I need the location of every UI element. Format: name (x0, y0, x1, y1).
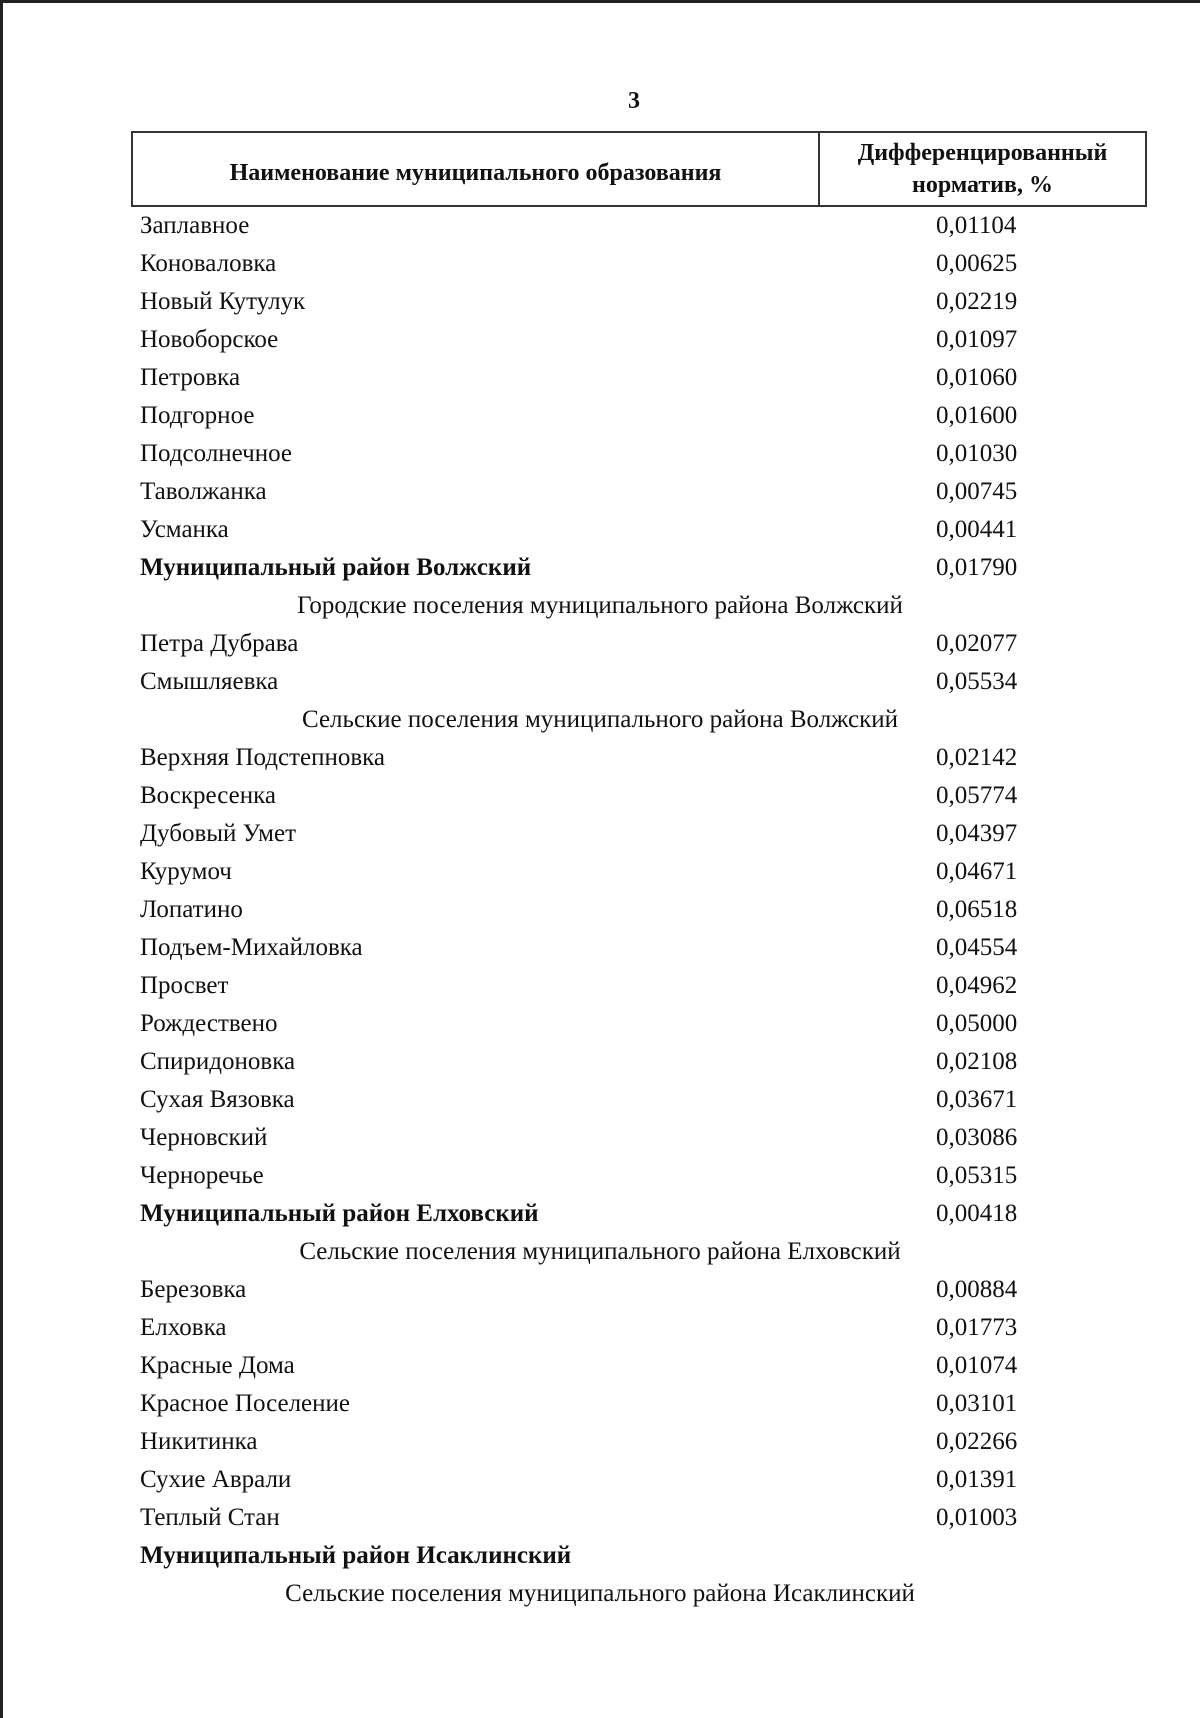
page-number: 3 (628, 88, 640, 114)
row-value: 0,01003 (936, 1504, 1018, 1531)
table-row (140, 1043, 1040, 1081)
row-name: Новоборское (140, 326, 279, 353)
scan-left-border (0, 0, 3, 1718)
row-value: 0,03671 (936, 1086, 1018, 1113)
row-value: 0,06518 (936, 896, 1018, 923)
row-name: Петровка (140, 364, 241, 391)
row-name: Муниципальный район Волжский (140, 554, 532, 581)
section-heading: Сельские поселения муниципального района Елховский (299, 1238, 901, 1265)
table-row (140, 1271, 1040, 1309)
row-name: Красные Дома (140, 1352, 295, 1379)
table-row (140, 853, 1040, 891)
section-heading-row (140, 1575, 1040, 1613)
row-value: 0,00625 (936, 250, 1018, 277)
table-row (140, 1423, 1040, 1461)
section-heading-row (140, 701, 1040, 739)
table-row (140, 739, 1040, 777)
row-value: 0,04671 (936, 858, 1018, 885)
district-row (140, 1537, 1040, 1575)
row-value: 0,01097 (936, 326, 1018, 353)
table-row (140, 663, 1040, 701)
header-name-column: Наименование муниципального образования (133, 133, 820, 205)
table-row (140, 359, 1040, 397)
row-name: Просвет (140, 972, 229, 999)
table-row (140, 929, 1040, 967)
table-row (140, 511, 1040, 549)
row-value: 0,05315 (936, 1162, 1018, 1189)
row-value: 0,02219 (936, 288, 1018, 315)
row-value: 0,02108 (936, 1048, 1018, 1075)
table-row (140, 1461, 1040, 1499)
table-row (140, 815, 1040, 853)
row-value: 0,00418 (936, 1200, 1018, 1227)
row-name: Сухие Аврали (140, 1466, 292, 1493)
table-row (140, 777, 1040, 815)
row-name: Елховка (140, 1314, 227, 1341)
row-name: Лопатино (140, 896, 243, 923)
row-name: Петра Дубрава (140, 630, 299, 657)
row-value: 0,01790 (936, 554, 1018, 581)
header-norm-column (820, 133, 1145, 205)
row-name: Курумоч (140, 858, 232, 885)
row-name: Усманка (140, 516, 229, 543)
section-heading-row (140, 1233, 1040, 1271)
row-name: Подъем-Михайловка (140, 934, 363, 961)
row-name: Верхняя Подстепновка (140, 744, 385, 771)
row-name: Новый Кутулук (140, 288, 306, 315)
row-value: 0,02266 (936, 1428, 1018, 1455)
table-row (140, 1499, 1040, 1537)
table-row (140, 1309, 1040, 1347)
table-header (131, 131, 1147, 207)
row-value: 0,02142 (936, 744, 1018, 771)
table-row (140, 473, 1040, 511)
row-value: 0,03086 (936, 1124, 1018, 1151)
row-name: Сухая Вязовка (140, 1086, 295, 1113)
row-name: Рождествено (140, 1010, 278, 1037)
row-value: 0,01104 (936, 212, 1017, 239)
table-row (140, 1081, 1040, 1119)
row-name: Коноваловка (140, 250, 277, 277)
row-name: Спиридоновка (140, 1048, 296, 1075)
row-value: 0,00884 (936, 1276, 1018, 1303)
row-value: 0,05774 (936, 782, 1018, 809)
section-heading: Городские поселения муниципального района Волжский (297, 592, 903, 619)
row-name: Теплый Стан (140, 1504, 280, 1531)
row-name: Дубовый Умет (140, 820, 297, 847)
row-value: 0,01074 (936, 1352, 1018, 1379)
row-value: 0,00441 (936, 516, 1018, 543)
table-row (140, 1385, 1040, 1423)
table-row (140, 625, 1040, 663)
table-row (140, 1005, 1040, 1043)
header-norm-line1: Дифференцированный (857, 140, 1108, 166)
row-name: Подгорное (140, 402, 255, 429)
table-row (140, 321, 1040, 359)
row-value: 0,05000 (936, 1010, 1018, 1037)
district-row (140, 1195, 1040, 1233)
table-row (140, 283, 1040, 321)
table-body (140, 207, 1040, 1613)
row-value: 0,01391 (936, 1466, 1018, 1493)
table-row (140, 245, 1040, 283)
row-name: Красное Поселение (140, 1390, 350, 1417)
row-name: Никитинка (140, 1428, 258, 1455)
row-value: 0,05534 (936, 668, 1018, 695)
row-name: Черновский (140, 1124, 268, 1151)
row-name: Березовка (140, 1276, 247, 1303)
row-name: Подсолнечное (140, 440, 293, 467)
row-value: 0,00745 (936, 478, 1018, 505)
table-row (140, 967, 1040, 1005)
row-value: 0,01060 (936, 364, 1018, 391)
table-row (140, 891, 1040, 929)
district-row (140, 549, 1040, 587)
table-row (140, 1347, 1040, 1385)
row-name: Заплавное (140, 212, 250, 239)
section-heading: Сельские поселения муниципального района Волжский (301, 706, 898, 733)
row-value: 0,01600 (936, 402, 1018, 429)
table-row (140, 397, 1040, 435)
row-value: 0,02077 (936, 630, 1018, 657)
header-norm-line2: норматив, % (912, 172, 1053, 198)
row-name: Черноречье (140, 1162, 264, 1189)
row-value: 0,01030 (936, 440, 1018, 467)
scan-top-border (0, 0, 1200, 3)
row-name: Муниципальный район Елховский (140, 1200, 539, 1227)
row-name: Воскресенка (140, 782, 276, 809)
row-value: 0,04554 (936, 934, 1018, 961)
row-name: Муниципальный район Исаклинский (140, 1542, 572, 1569)
row-name: Таволжанка (140, 478, 267, 505)
table-row (140, 435, 1040, 473)
section-heading-row (140, 587, 1040, 625)
row-value: 0,01773 (936, 1314, 1018, 1341)
table-row (140, 1157, 1040, 1195)
row-name: Смышляевка (140, 668, 279, 695)
row-value: 0,03101 (936, 1390, 1018, 1417)
row-value: 0,04397 (936, 820, 1018, 847)
table-row (140, 207, 1040, 245)
section-heading: Сельские поселения муниципального района Исаклинский (285, 1580, 915, 1607)
row-value: 0,04962 (936, 972, 1018, 999)
table-row (140, 1119, 1040, 1157)
